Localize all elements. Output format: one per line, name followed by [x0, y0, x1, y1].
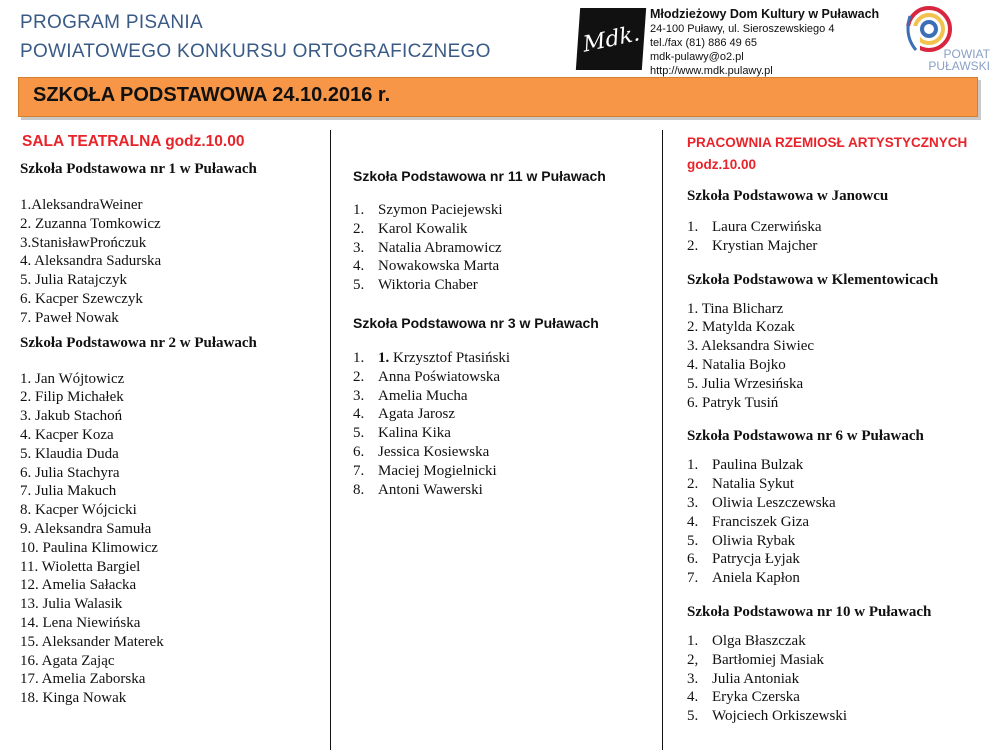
- list-item: 4. Nowakowska Marta: [353, 258, 500, 275]
- list-item: 2. Matylda Kozak: [687, 319, 795, 336]
- column-middle: [353, 168, 606, 499]
- list-item: 1. Paulina Bulzak: [687, 457, 804, 474]
- list-item: 3.StanisławPrończuk: [20, 234, 147, 251]
- mdk-logo-text: Mdk.: [580, 20, 642, 58]
- list-item: 3. Jakub Stachoń: [20, 408, 123, 425]
- student-list: [687, 632, 967, 726]
- list-item: 4. Eryka Czerska: [687, 689, 800, 706]
- school-heading: Szkoła Podstawowa nr 1 w Puławach: [20, 161, 257, 177]
- list-item: 4. Agata Jarosz: [353, 406, 456, 423]
- list-item: 15. Aleksander Materek: [20, 633, 164, 650]
- list-item: 5. Klaudia Duda: [20, 445, 119, 462]
- school-heading: Szkoła Podstawowa nr 3 w Puławach: [353, 314, 599, 331]
- room-heading-line1: PRACOWNIA RZEMIOSŁ ARTYSTYCZNYCH: [687, 135, 968, 150]
- list-item: 13. Julia Walasik: [20, 596, 123, 613]
- list-item: 4. Aleksandra Sadurska: [20, 253, 162, 270]
- list-item: 5. Wiktoria Chaber: [353, 277, 478, 294]
- room-heading-line2: godz.10.00: [687, 157, 757, 172]
- list-item: 10. Paulina Klimowicz: [20, 539, 158, 556]
- list-item: 2. Krystian Majcher: [687, 237, 818, 254]
- list-item: 1. Jan Wójtowicz: [20, 370, 125, 387]
- mdk-phone: tel./fax (81) 886 49 65: [650, 37, 758, 49]
- list-item: 5. Wojciech Orkiszewski: [687, 708, 847, 725]
- school-heading: Szkoła Podstawowa nr 2 w Puławach: [20, 334, 257, 351]
- student-list: [687, 300, 967, 413]
- date-banner: [18, 77, 978, 117]
- column-divider-left: [330, 130, 331, 750]
- list-item: 4. Franciszek Giza: [687, 513, 810, 530]
- list-item: 6. Jessica Kosiewska: [353, 443, 490, 460]
- column-divider-right: [662, 130, 663, 750]
- list-item: 3. Aleksandra Siwiec: [687, 338, 815, 355]
- list-item: 8. Kacper Wójcicki: [20, 502, 137, 519]
- list-item: 6. Patrycja Łyjak: [687, 551, 800, 568]
- list-item: 7. Aniela Kapłon: [687, 570, 800, 587]
- list-item: 1. Laura Czerwińska: [687, 219, 822, 235]
- column-pracownia: [687, 132, 967, 726]
- list-item: 7. Paweł Nowak: [20, 309, 119, 326]
- list-item: 4. Kacper Koza: [20, 426, 114, 443]
- mdk-website: http://www.mdk.pulawy.pl: [650, 65, 773, 77]
- room-heading: [687, 132, 967, 176]
- list-item: 2. Natalia Sykut: [687, 476, 795, 493]
- list-item: 12. Amelia Sałacka: [20, 577, 137, 594]
- list-item: 8. Antoni Wawerski: [353, 481, 483, 498]
- list-item: 18. Kinga Nowak: [20, 690, 127, 707]
- student-list: [687, 456, 967, 588]
- powiat-circles-icon: [906, 6, 952, 52]
- student-list: [20, 370, 257, 708]
- list-item: 1.AleksandraWeiner: [20, 197, 143, 213]
- list-item: 3. Julia Antoniak: [687, 670, 800, 687]
- school-heading: Szkoła Podstawowa w Janowcu: [687, 188, 889, 204]
- column-sala-teatralna: [20, 133, 257, 708]
- powiat-line2: PUŁAWSKI: [928, 59, 990, 73]
- school-heading: Szkoła Podstawowa nr 11 w Puławach: [353, 168, 606, 184]
- student-list: [353, 201, 606, 295]
- powiat-line1: POWIAT: [943, 47, 990, 61]
- list-item: 6. Kacper Szewczyk: [20, 290, 143, 307]
- list-item: 4. Natalia Bojko: [687, 356, 786, 373]
- program-title-line2: POWIATOWEGO KONKURSU ORTOGRAFICZNEGO: [20, 41, 491, 62]
- list-item: 1. Szymon Paciejewski: [353, 202, 503, 218]
- list-item: 5. Julia Ratajczyk: [20, 272, 128, 289]
- school-heading: Szkoła Podstawowa nr 6 w Puławach: [687, 428, 924, 445]
- school-heading: Szkoła Podstawowa w Klementowicach: [687, 271, 939, 288]
- list-item: 3. Natalia Abramowicz: [353, 239, 502, 256]
- list-item: 2. Anna Poświatowska: [353, 368, 501, 385]
- mdk-org-name: Młodzieżowy Dom Kultury w Puławach: [650, 7, 880, 21]
- room-heading: SALA TEATRALNA godz.10.00: [22, 133, 245, 150]
- school-heading: Szkoła Podstawowa nr 10 w Puławach: [687, 603, 932, 620]
- powiat-logo: [894, 4, 994, 74]
- list-item: 6. Julia Stachyra: [20, 464, 120, 481]
- mdk-address: 24-100 Puławy, ul. Sieroszewskiego 4: [650, 23, 835, 35]
- program-title-line1: PROGRAM PISANIA: [20, 12, 203, 33]
- powiat-text: [928, 48, 990, 72]
- list-item: 7. Julia Makuch: [20, 483, 117, 500]
- list-item: 1. 1. Krzysztof Ptasiński: [353, 349, 511, 366]
- list-item: 7. Maciej Mogielnicki: [353, 462, 497, 479]
- list-item: 6. Patryk Tusiń: [687, 394, 779, 411]
- list-item: 2. Karol Kowalik: [353, 220, 468, 237]
- list-item: 5. Kalina Kika: [353, 425, 451, 442]
- mdk-contact-block: [650, 6, 879, 78]
- student-list: [20, 196, 257, 328]
- list-item: 16. Agata Zając: [20, 652, 115, 669]
- list-item: 9. Aleksandra Samuła: [20, 520, 152, 537]
- list-item: 17. Amelia Zaborska: [20, 671, 146, 688]
- list-item: 2, Bartłomiej Masiak: [687, 651, 825, 668]
- list-item: 3. Amelia Mucha: [353, 387, 468, 404]
- mdk-logo: [576, 8, 646, 70]
- banner-text: SZKOŁA PODSTAWOWA 24.10.2016 r.: [33, 84, 391, 106]
- list-item: 3. Oliwia Leszczewska: [687, 494, 836, 511]
- list-item: 11. Wioletta Bargiel: [20, 558, 141, 575]
- list-item: 2. Zuzanna Tomkowicz: [20, 215, 161, 232]
- list-item: 5. Oliwia Rybak: [687, 532, 796, 549]
- list-item: 5. Julia Wrzesińska: [687, 375, 804, 392]
- mdk-email: mdk-pulawy@o2.pl: [650, 51, 744, 63]
- student-list: [687, 218, 967, 256]
- list-item: 1. Tina Blicharz: [687, 300, 784, 317]
- list-item: 14. Lena Niewińska: [20, 614, 141, 631]
- program-title: [20, 8, 491, 66]
- student-list: [353, 349, 606, 499]
- list-item: 2. Filip Michałek: [20, 389, 124, 406]
- list-item: 1. Olga Błaszczak: [687, 632, 806, 649]
